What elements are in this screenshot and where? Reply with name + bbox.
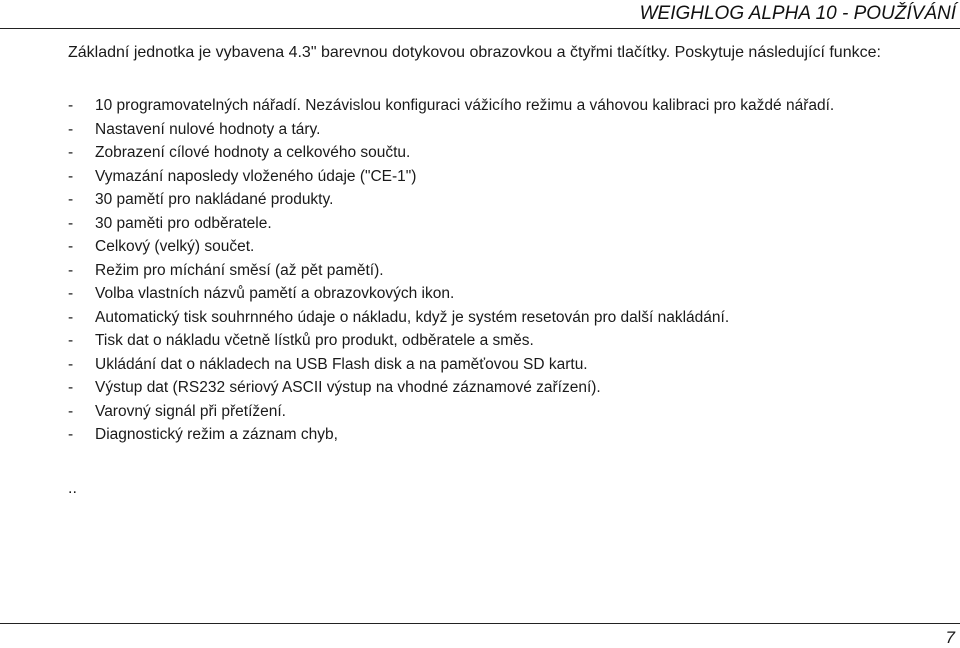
- list-dash: -: [68, 144, 74, 161]
- list-item: [68, 376, 834, 400]
- list-dash: -: [68, 120, 74, 138]
- list-item: [68, 188, 834, 212]
- list-item-text: Automatický tisk souhrnného údaje o nákladu, když je systém resetován pro další nakládání.: [95, 308, 730, 326]
- list-item-text: Výstup dat (RS232 sériový ASCII výstup na vhodné záznamové zařízení).: [95, 379, 601, 396]
- list-dash: -: [68, 379, 74, 396]
- list-item-text: 30 paměti pro odběratele.: [95, 214, 272, 232]
- list-dash: -: [68, 426, 74, 443]
- list-item: [68, 282, 834, 306]
- list-dash: -: [68, 97, 74, 114]
- page-header-title: WEIGHLOG ALPHA 10 - POUŽÍVÁNÍ: [639, 3, 956, 24]
- list-item-text: Ukládání dat o nákladech na USB Flash disk a na paměťovou SD kartu.: [95, 355, 588, 373]
- list-item-text: 30 pamětí pro nakládané produkty.: [95, 191, 334, 208]
- list-item: [68, 329, 834, 353]
- list-dash: -: [68, 238, 74, 255]
- list-item-text: Zobrazení cílové hodnoty a celkového součtu.: [95, 144, 411, 161]
- list-dash: -: [68, 261, 74, 279]
- list-item-text: 10 programovatelných nářadí. Nezávislou konfiguraci vážicího režimu a váhovou kalibraci pro každé nářadí.: [95, 97, 835, 114]
- list-item-text: Režim pro míchání směsí (až pět pamětí).: [95, 261, 384, 279]
- list-item-text: Volba vlastních názvů pamětí a obrazovkových ikon.: [95, 285, 455, 302]
- header-divider: [0, 28, 960, 29]
- list-item: [68, 118, 834, 142]
- list-dash: -: [68, 285, 74, 302]
- list-item: [68, 235, 834, 259]
- trailing-ellipsis: ..: [68, 480, 77, 497]
- list-dash: -: [68, 332, 74, 349]
- footer-divider: [0, 623, 960, 624]
- list-item: [68, 259, 834, 283]
- list-item-text: Diagnostický režim a záznam chyb,: [95, 426, 338, 443]
- list-item: [68, 141, 834, 165]
- list-dash: -: [68, 167, 74, 185]
- list-dash: -: [68, 191, 74, 208]
- list-item-text: Celkový (velký) součet.: [95, 238, 255, 255]
- list-item-text: Nastavení nulové hodnoty a táry.: [95, 120, 321, 138]
- list-item: [68, 306, 834, 330]
- list-dash: -: [68, 355, 74, 373]
- list-item: [68, 400, 834, 424]
- list-item: [68, 212, 834, 236]
- list-item-text: Vymazání naposledy vloženého údaje ("CE-1"): [95, 167, 417, 185]
- feature-list: [68, 94, 834, 447]
- list-dash: -: [68, 402, 74, 420]
- list-item-text: Tisk dat o nákladu včetně lístků pro produkt, odběratele a směs.: [95, 332, 534, 349]
- list-item-text: Varovný signál při přetížení.: [95, 402, 286, 420]
- list-dash: -: [68, 308, 74, 326]
- page-number: 7: [945, 628, 955, 647]
- list-dash: -: [68, 214, 74, 232]
- list-item: [68, 94, 834, 118]
- intro-paragraph: Základní jednotka je vybavena 4.3" barevnou dotykovou obrazovkou a čtyřmi tlačítky. Poskytuje následující funkce:: [68, 44, 881, 61]
- list-item: [68, 423, 834, 447]
- list-item: [68, 165, 834, 189]
- list-item: [68, 353, 834, 377]
